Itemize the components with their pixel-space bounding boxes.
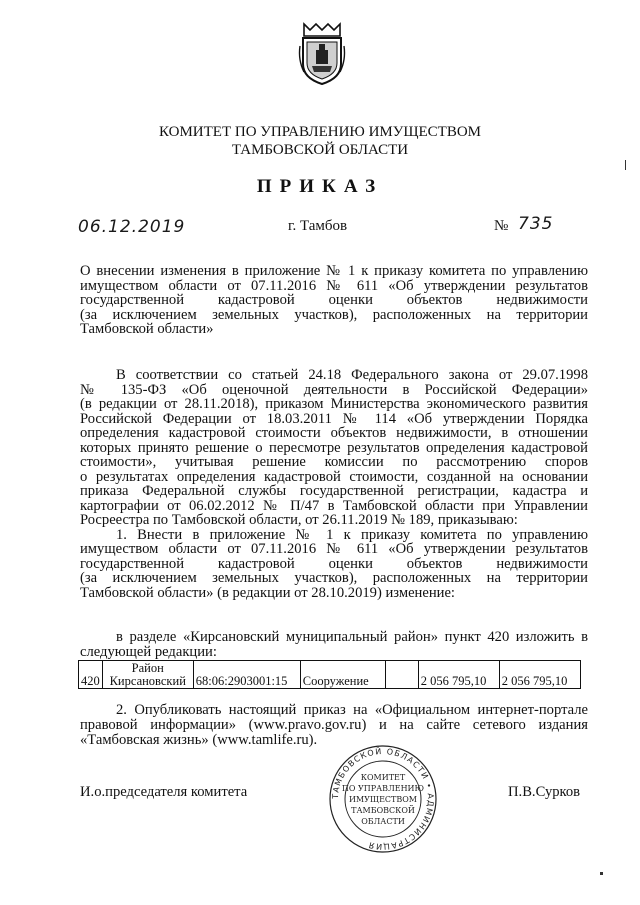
body-line: картографии от 06.02.2012 № П/47 в Тамбовской области при Управлении	[80, 497, 588, 514]
table-cell-number: 420	[79, 661, 103, 689]
subject-line: имуществом области от 07.11.2016 № 611 «Об утверждении результатов	[80, 277, 588, 294]
organization-name-line-1: КОМИТЕТ ПО УПРАВЛЕНИЮ ИМУЩЕСТВОМ	[158, 124, 482, 140]
table-cell-cadastral-number: 68:06:2903001:15	[193, 661, 300, 689]
body-line: в разделе «Кирсановский муниципальный район» пункт 420 изложить в	[116, 629, 588, 645]
body-line: государственной кадастровой оценки объектов недвижимости	[80, 555, 588, 572]
table-cell-district-line-2: Кирсановский	[109, 674, 186, 688]
body-line: (за исключением земельных участков), расположенных на территории	[80, 570, 588, 586]
stamp-text-line-2: ПО УПРАВЛЕНИЮ	[341, 784, 425, 793]
publication-line: 2. Опубликовать настоящий приказ на «Официальном интернет-портале	[116, 702, 588, 718]
body-line: В соответствии со статьей 24.18 Федерального закона от 29.07.1998	[116, 367, 588, 383]
number-label: №	[494, 218, 509, 234]
city-label: г. Тамбов	[288, 218, 348, 234]
body-line: стоимости», учитывая решение комиссии по рассмотрению споров	[80, 454, 588, 470]
body-line: о результатах определения кадастровой стоимости, созданной на основании	[80, 468, 588, 485]
table-cell-district	[102, 661, 193, 689]
handwritten-number: 735	[518, 214, 554, 234]
subject-line: О внесении изменения в приложение № 1 к приказу комитета по управлению	[80, 263, 588, 279]
scan-speck	[625, 160, 626, 170]
body-line: (в редакции от 28.11.2018), приказом Министерства экономического развития	[80, 396, 588, 412]
organization-name-line-2: ТАМБОВСКОЙ ОБЛАСТИ	[231, 142, 409, 158]
table-row	[79, 661, 581, 689]
stamp-text-line-3: ИМУЩЕСТВОМ	[348, 795, 418, 804]
subject-line-last: Тамбовской области»	[80, 321, 214, 337]
table-cell-object-type: Сооружение	[300, 661, 385, 689]
table-cell-empty	[385, 661, 418, 689]
body-line: Росреестра по Тамбовской области, от 26.11.2019 № 189, приказываю:	[80, 512, 518, 528]
table-cell-value: 2 056 795,10	[418, 661, 499, 689]
body-line: следующей редакции:	[80, 643, 217, 660]
stamp-text-line-4: ТАМБОВСКОЙ	[351, 806, 415, 815]
signatory-position: И.о.председателя комитета	[80, 784, 248, 800]
official-stamp	[328, 744, 438, 854]
body-line: Тамбовской области» (в редакции от 28.10.2019) изменение:	[80, 584, 455, 601]
publication-line: правовой информации» (www.pravo.gov.ru) и на сайте сетевого издания	[80, 717, 588, 733]
body-line: которых принято решение о пересмотре результатов определения кадастровой	[80, 439, 588, 456]
stamp-outer-text: ТАМБОВСКОЙ ОБЛАСТИ • АДМИНИСТРАЦИЯ	[330, 746, 436, 852]
table-cell-value: 2 056 795,10	[499, 661, 580, 689]
body-line: приказа Федеральной службы государственной регистрации, кадастра и	[80, 483, 588, 499]
subject-line: государственной кадастровой оценки объектов недвижимости	[80, 292, 588, 308]
publication-line: «Тамбовская жизнь» (www.tamlife.ru).	[80, 732, 318, 748]
handwritten-date: 06.12.2019	[78, 217, 186, 237]
table-cell-district-line-1: Район	[131, 661, 164, 675]
scan-speck	[600, 872, 603, 875]
signatory-name: П.В.Сурков	[508, 784, 581, 800]
body-line: Российской Федерации от 18.03.2011 № 114 «Об утверждении Порядка	[80, 410, 588, 427]
body-line: определения кадастровой стоимости объектов недвижимости, в отношении	[80, 425, 588, 441]
body-line: имуществом области от 07.11.2016 № 611 «Об утверждении результатов	[80, 541, 588, 557]
subject-line: (за исключением земельных участков), расположенных на территории	[80, 306, 588, 323]
stamp-text-line-1: КОМИТЕТ	[360, 773, 406, 782]
body-line: № 135-ФЗ «Об оценочной деятельности в Российской Федерации»	[80, 381, 588, 398]
cadastral-table	[78, 660, 581, 689]
stamp-text-line-5: ОБЛАСТИ	[361, 817, 405, 826]
document-title: ПРИКАЗ	[256, 176, 384, 197]
body-line: 1. Внести в приложение № 1 к приказу комитета по управлению	[116, 526, 588, 543]
coat-of-arms-emblem	[296, 20, 348, 86]
